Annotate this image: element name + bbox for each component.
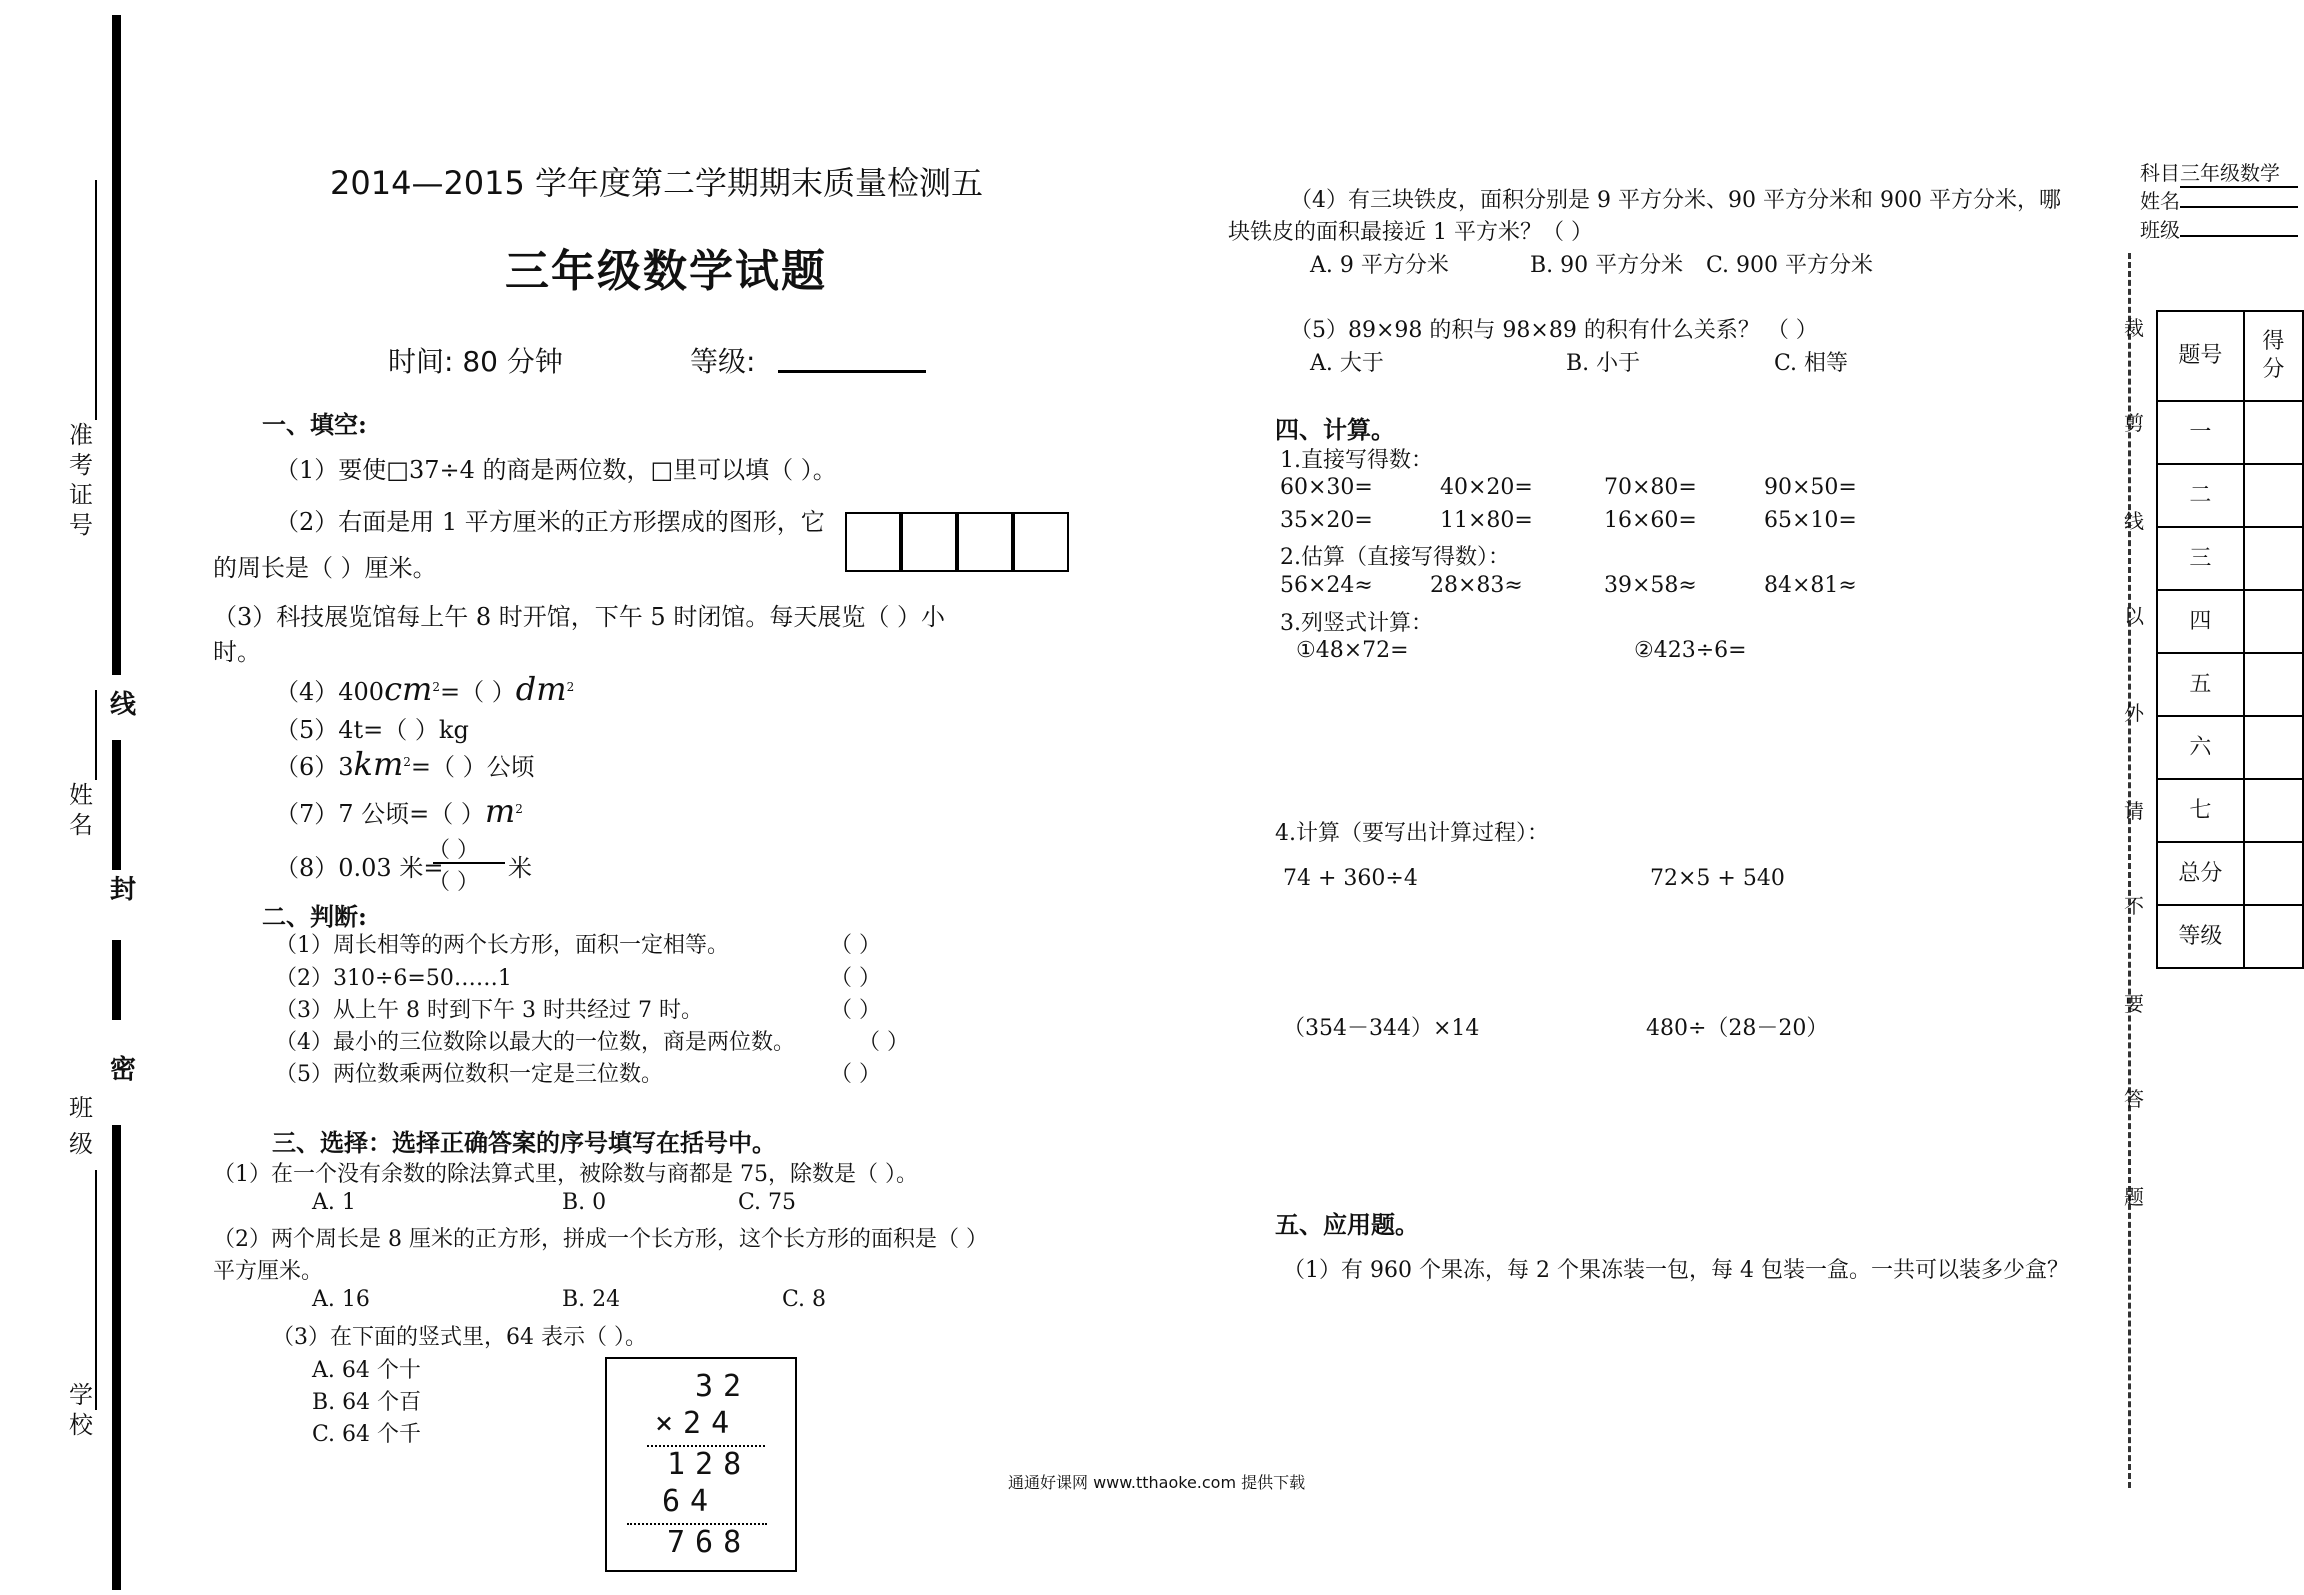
score-cell[interactable] bbox=[2244, 653, 2303, 716]
s1-q2a: （2）右面是用 1 平方厘米的正方形摆成的图形，它 bbox=[275, 508, 825, 536]
binding-bar-bottom bbox=[112, 1125, 121, 1590]
judge-paren-5: （ ） bbox=[830, 1062, 881, 1087]
s1-q6: $(6)3km^2=$（ ）公顷 bbox=[275, 745, 535, 783]
judge-item-4: （4）最小的三位数除以最大的一位数，商是两位数。 bbox=[275, 1030, 795, 1055]
s3-q4-opt-a: A. 9 平方分米 bbox=[1310, 253, 1449, 278]
judge-paren-2: （ ） bbox=[830, 966, 881, 991]
vertical-multiplication bbox=[605, 1357, 797, 1572]
judge-paren-1: （ ） bbox=[830, 933, 881, 958]
footer-source: 通通好课网 www.tthaoke.com 提供下载 bbox=[1008, 1473, 1306, 1492]
s4-r2-c4: 65×10= bbox=[1764, 508, 1857, 533]
s4-r1-c1: 60×30= bbox=[1280, 475, 1373, 500]
cut-char-4: 以 bbox=[2124, 604, 2144, 628]
vertical-row-1: 32 bbox=[695, 1369, 752, 1404]
s4-r1-c2: 40×20= bbox=[1440, 475, 1533, 500]
score-row bbox=[2157, 842, 2303, 905]
s1-q3a: （3）科技展览馆每上午 8 时开馆，下午 5 时闭馆。每天展览（ ）小 bbox=[213, 603, 945, 631]
binding-mi: 密 bbox=[109, 1055, 136, 1085]
subject-value: 三年级数学 bbox=[2180, 157, 2298, 188]
s3-q3-opt-a: A. 64 个十 bbox=[312, 1358, 421, 1383]
s1-q5: （5）4t=（ ）kg bbox=[275, 716, 469, 744]
score-row bbox=[2157, 653, 2303, 716]
s5-q1: （1）有 960 个果冻，每 2 个果冻装一包，每 4 包装一盒。一共可以装多少盒？ bbox=[1283, 1258, 2069, 1283]
s3-q2-opt-c: C. 8 bbox=[782, 1287, 827, 1312]
exam-no-line bbox=[95, 180, 99, 420]
s1-q8-den: （ ） bbox=[428, 870, 479, 895]
s3-q4-opt-c: C. 900 平方分米 bbox=[1706, 253, 1874, 278]
score-cell[interactable] bbox=[2244, 590, 2303, 653]
subject-label: 科目三年级数学 bbox=[2140, 157, 2298, 188]
score-header-score: 得分 bbox=[2244, 311, 2303, 401]
s4-sub3: 3.列竖式计算： bbox=[1280, 611, 1433, 636]
grade-label: 等级: bbox=[690, 345, 756, 378]
cut-char-6: 请 bbox=[2124, 799, 2144, 823]
section1-title: 一、填空: bbox=[262, 410, 367, 439]
score-cell[interactable] bbox=[2244, 842, 2303, 905]
exam-title: 2014—2015 学年度第二学期期末质量检测五 bbox=[330, 164, 984, 202]
s4-sub1: 1.直接写得数： bbox=[1280, 448, 1433, 473]
score-row bbox=[2157, 779, 2303, 842]
binding-school: 学校 bbox=[69, 1381, 93, 1439]
judge-item-3: （3）从上午 8 时到下午 3 时共经过 7 时。 bbox=[275, 998, 703, 1023]
s1-q1: （1）要使□37÷4 的商是两位数，□里可以填（ ）。 bbox=[275, 456, 837, 484]
s4-r3-c3: 39×58≈ bbox=[1604, 573, 1697, 598]
cut-char-5: 外 bbox=[2124, 701, 2144, 725]
judge-paren-3: （ ） bbox=[830, 998, 881, 1023]
s3-q1-opt-a: A. 1 bbox=[312, 1190, 356, 1215]
score-cell[interactable] bbox=[2244, 716, 2303, 779]
cut-char-3: 线 bbox=[2124, 509, 2144, 533]
score-row bbox=[2157, 590, 2303, 653]
s4-r1-c4: 90×50= bbox=[1764, 475, 1857, 500]
fraction-bar bbox=[433, 862, 505, 864]
s3-q1-opt-c: C. 75 bbox=[738, 1190, 797, 1215]
score-row bbox=[2157, 401, 2303, 464]
s3-q2-opt-a: A. 16 bbox=[312, 1287, 370, 1312]
cut-line bbox=[2128, 253, 2131, 1488]
vertical-row-5: 768 bbox=[667, 1525, 752, 1560]
s4-c2: 72×5 + 540 bbox=[1650, 866, 1785, 891]
time-label: 时间: 80 分钟 bbox=[388, 345, 563, 378]
s4-sub2: 2.估算（直接写得数）： bbox=[1280, 545, 1510, 570]
name-label: 姓名 bbox=[2140, 184, 2298, 214]
s4-r3-c4: 84×81≈ bbox=[1764, 573, 1857, 598]
section5-title: 五、应用题。 bbox=[1275, 1210, 1419, 1239]
binding-xian: 线 bbox=[109, 690, 136, 720]
score-row bbox=[2157, 464, 2303, 527]
section4-title: 四、计算。 bbox=[1275, 415, 1395, 444]
score-header bbox=[2157, 311, 2303, 401]
binding-bar-mid bbox=[112, 740, 121, 870]
score-row-label: 七 bbox=[2157, 779, 2244, 842]
vertical-row-2: ×24 bbox=[655, 1406, 740, 1441]
binding-bar-lower bbox=[112, 940, 121, 1020]
s4-r2-c3: 16×60= bbox=[1604, 508, 1697, 533]
binding-bar-top bbox=[112, 15, 121, 675]
s1-q8-num: （ ） bbox=[428, 838, 479, 863]
s3-q2a: （2）两个周长是 8 厘米的正方形，拼成一个长方形，这个长方形的面积是（ ） bbox=[213, 1227, 988, 1252]
class-line bbox=[95, 1170, 99, 1410]
s3-q1: （1）在一个没有余数的除法算式里，被除数与商都是 75，除数是（ ）。 bbox=[213, 1162, 918, 1187]
cut-char-8: 要 bbox=[2124, 992, 2144, 1016]
score-row-label: 二 bbox=[2157, 464, 2244, 527]
class-label: 班级 bbox=[2140, 213, 2298, 243]
judge-paren-4: （ ） bbox=[858, 1030, 909, 1055]
s3-q4b: 块铁皮的面积最接近 1 平方米？（ ） bbox=[1228, 220, 1593, 245]
cut-char-1: 裁 bbox=[2124, 316, 2144, 340]
score-row-label: 总分 bbox=[2157, 842, 2244, 905]
grade-blank bbox=[778, 370, 926, 373]
section3-title: 三、选择：选择正确答案的序号填写在括号中。 bbox=[272, 1128, 776, 1157]
score-cell[interactable] bbox=[2244, 401, 2303, 464]
s3-q5-opt-a: A. 大于 bbox=[1310, 351, 1384, 376]
cut-char-7: 不 bbox=[2124, 894, 2144, 918]
s3-q3-opt-c: C. 64 个千 bbox=[312, 1422, 422, 1447]
s1-q7: （7）7 公顷=（ ）$m^2$ bbox=[275, 792, 523, 830]
s3-q3: （3）在下面的竖式里，64 表示（ ）。 bbox=[272, 1325, 647, 1350]
score-row-label: 四 bbox=[2157, 590, 2244, 653]
s1-q8: （8）0.03 米= bbox=[275, 854, 444, 882]
vertical-row-3: 128 bbox=[667, 1447, 752, 1482]
judge-item-2: （2）310÷6=50……1 bbox=[275, 966, 512, 991]
score-row-label: 五 bbox=[2157, 653, 2244, 716]
s4-r3-c2: 28×83≈ bbox=[1430, 573, 1523, 598]
s4-r2-c2: 11×80= bbox=[1440, 508, 1533, 533]
section2-title: 二、判断: bbox=[262, 902, 367, 931]
square-figure bbox=[845, 512, 1075, 572]
score-cell[interactable] bbox=[2244, 527, 2303, 590]
score-cell[interactable] bbox=[2244, 779, 2303, 842]
score-row bbox=[2157, 905, 2303, 968]
s4-r1-c3: 70×80= bbox=[1604, 475, 1697, 500]
s4-c1: 74 + 360÷4 bbox=[1283, 866, 1418, 891]
s3-q4-opt-b: B. 90 平方分米 bbox=[1530, 253, 1684, 278]
score-row bbox=[2157, 527, 2303, 590]
s3-q5-opt-c: C. 相等 bbox=[1774, 351, 1849, 376]
score-table bbox=[2156, 310, 2304, 969]
binding-feng: 封 bbox=[109, 875, 136, 905]
s1-q3b: 时。 bbox=[213, 638, 261, 666]
s3-q5: （5）89×98 的积与 98×89 的积有什么关系？ （ ） bbox=[1290, 318, 1818, 343]
binding-name: 姓名 bbox=[69, 781, 93, 839]
score-row bbox=[2157, 716, 2303, 779]
s1-q4: $(4)400cm^2=$（ ）$dm^2$ bbox=[275, 670, 575, 708]
judge-item-1: （1）周长相等的两个长方形，面积一定相等。 bbox=[275, 933, 729, 958]
s3-q2b: 平方厘米。 bbox=[213, 1259, 324, 1284]
score-row-label: 六 bbox=[2157, 716, 2244, 779]
s3-q2-opt-b: B. 24 bbox=[562, 1287, 621, 1312]
cut-char-10: 题 bbox=[2124, 1185, 2144, 1209]
s4-r3-c1: 56×24≈ bbox=[1280, 573, 1373, 598]
s1-q8-unit: 米 bbox=[508, 854, 532, 882]
vertical-row-4: 64 bbox=[662, 1484, 719, 1519]
cut-char-9: 答 bbox=[2124, 1087, 2144, 1111]
score-row-label: 一 bbox=[2157, 401, 2244, 464]
s3-q4a: （4）有三块铁皮，面积分别是 9 平方分米、90 平方分米和 900 平方分米，哪 bbox=[1290, 188, 2061, 213]
s4-r2-c1: 35×20= bbox=[1280, 508, 1373, 533]
s3-q5-opt-b: B. 小于 bbox=[1566, 351, 1641, 376]
score-cell[interactable] bbox=[2244, 905, 2303, 968]
name-line bbox=[95, 690, 99, 780]
binding-class: 班 级 bbox=[69, 1094, 93, 1158]
s4-c3: （354－344）×14 bbox=[1283, 1016, 1480, 1041]
s4-v1: ①48×72= bbox=[1296, 638, 1409, 663]
s1-q2b: 的周长是（ ）厘米。 bbox=[213, 554, 437, 582]
score-header-item: 题号 bbox=[2157, 311, 2244, 401]
score-row-label: 三 bbox=[2157, 527, 2244, 590]
exam-subtitle: 三年级数学试题 bbox=[505, 246, 827, 297]
cut-char-2: 剪 bbox=[2124, 411, 2144, 435]
s4-v2: ②423÷6= bbox=[1634, 638, 1747, 663]
s4-sub4: 4.计算（要写出计算过程）： bbox=[1275, 821, 1549, 846]
judge-item-5: （5）两位数乘两位数积一定是三位数。 bbox=[275, 1062, 663, 1087]
binding-exam-no: 准考证号 bbox=[69, 421, 93, 539]
score-cell[interactable] bbox=[2244, 464, 2303, 527]
s3-q1-opt-b: B. 0 bbox=[562, 1190, 607, 1215]
score-row-label: 等级 bbox=[2157, 905, 2244, 968]
s3-q3-opt-b: B. 64 个百 bbox=[312, 1390, 422, 1415]
s4-c4: 480÷（28－20） bbox=[1646, 1016, 1829, 1041]
